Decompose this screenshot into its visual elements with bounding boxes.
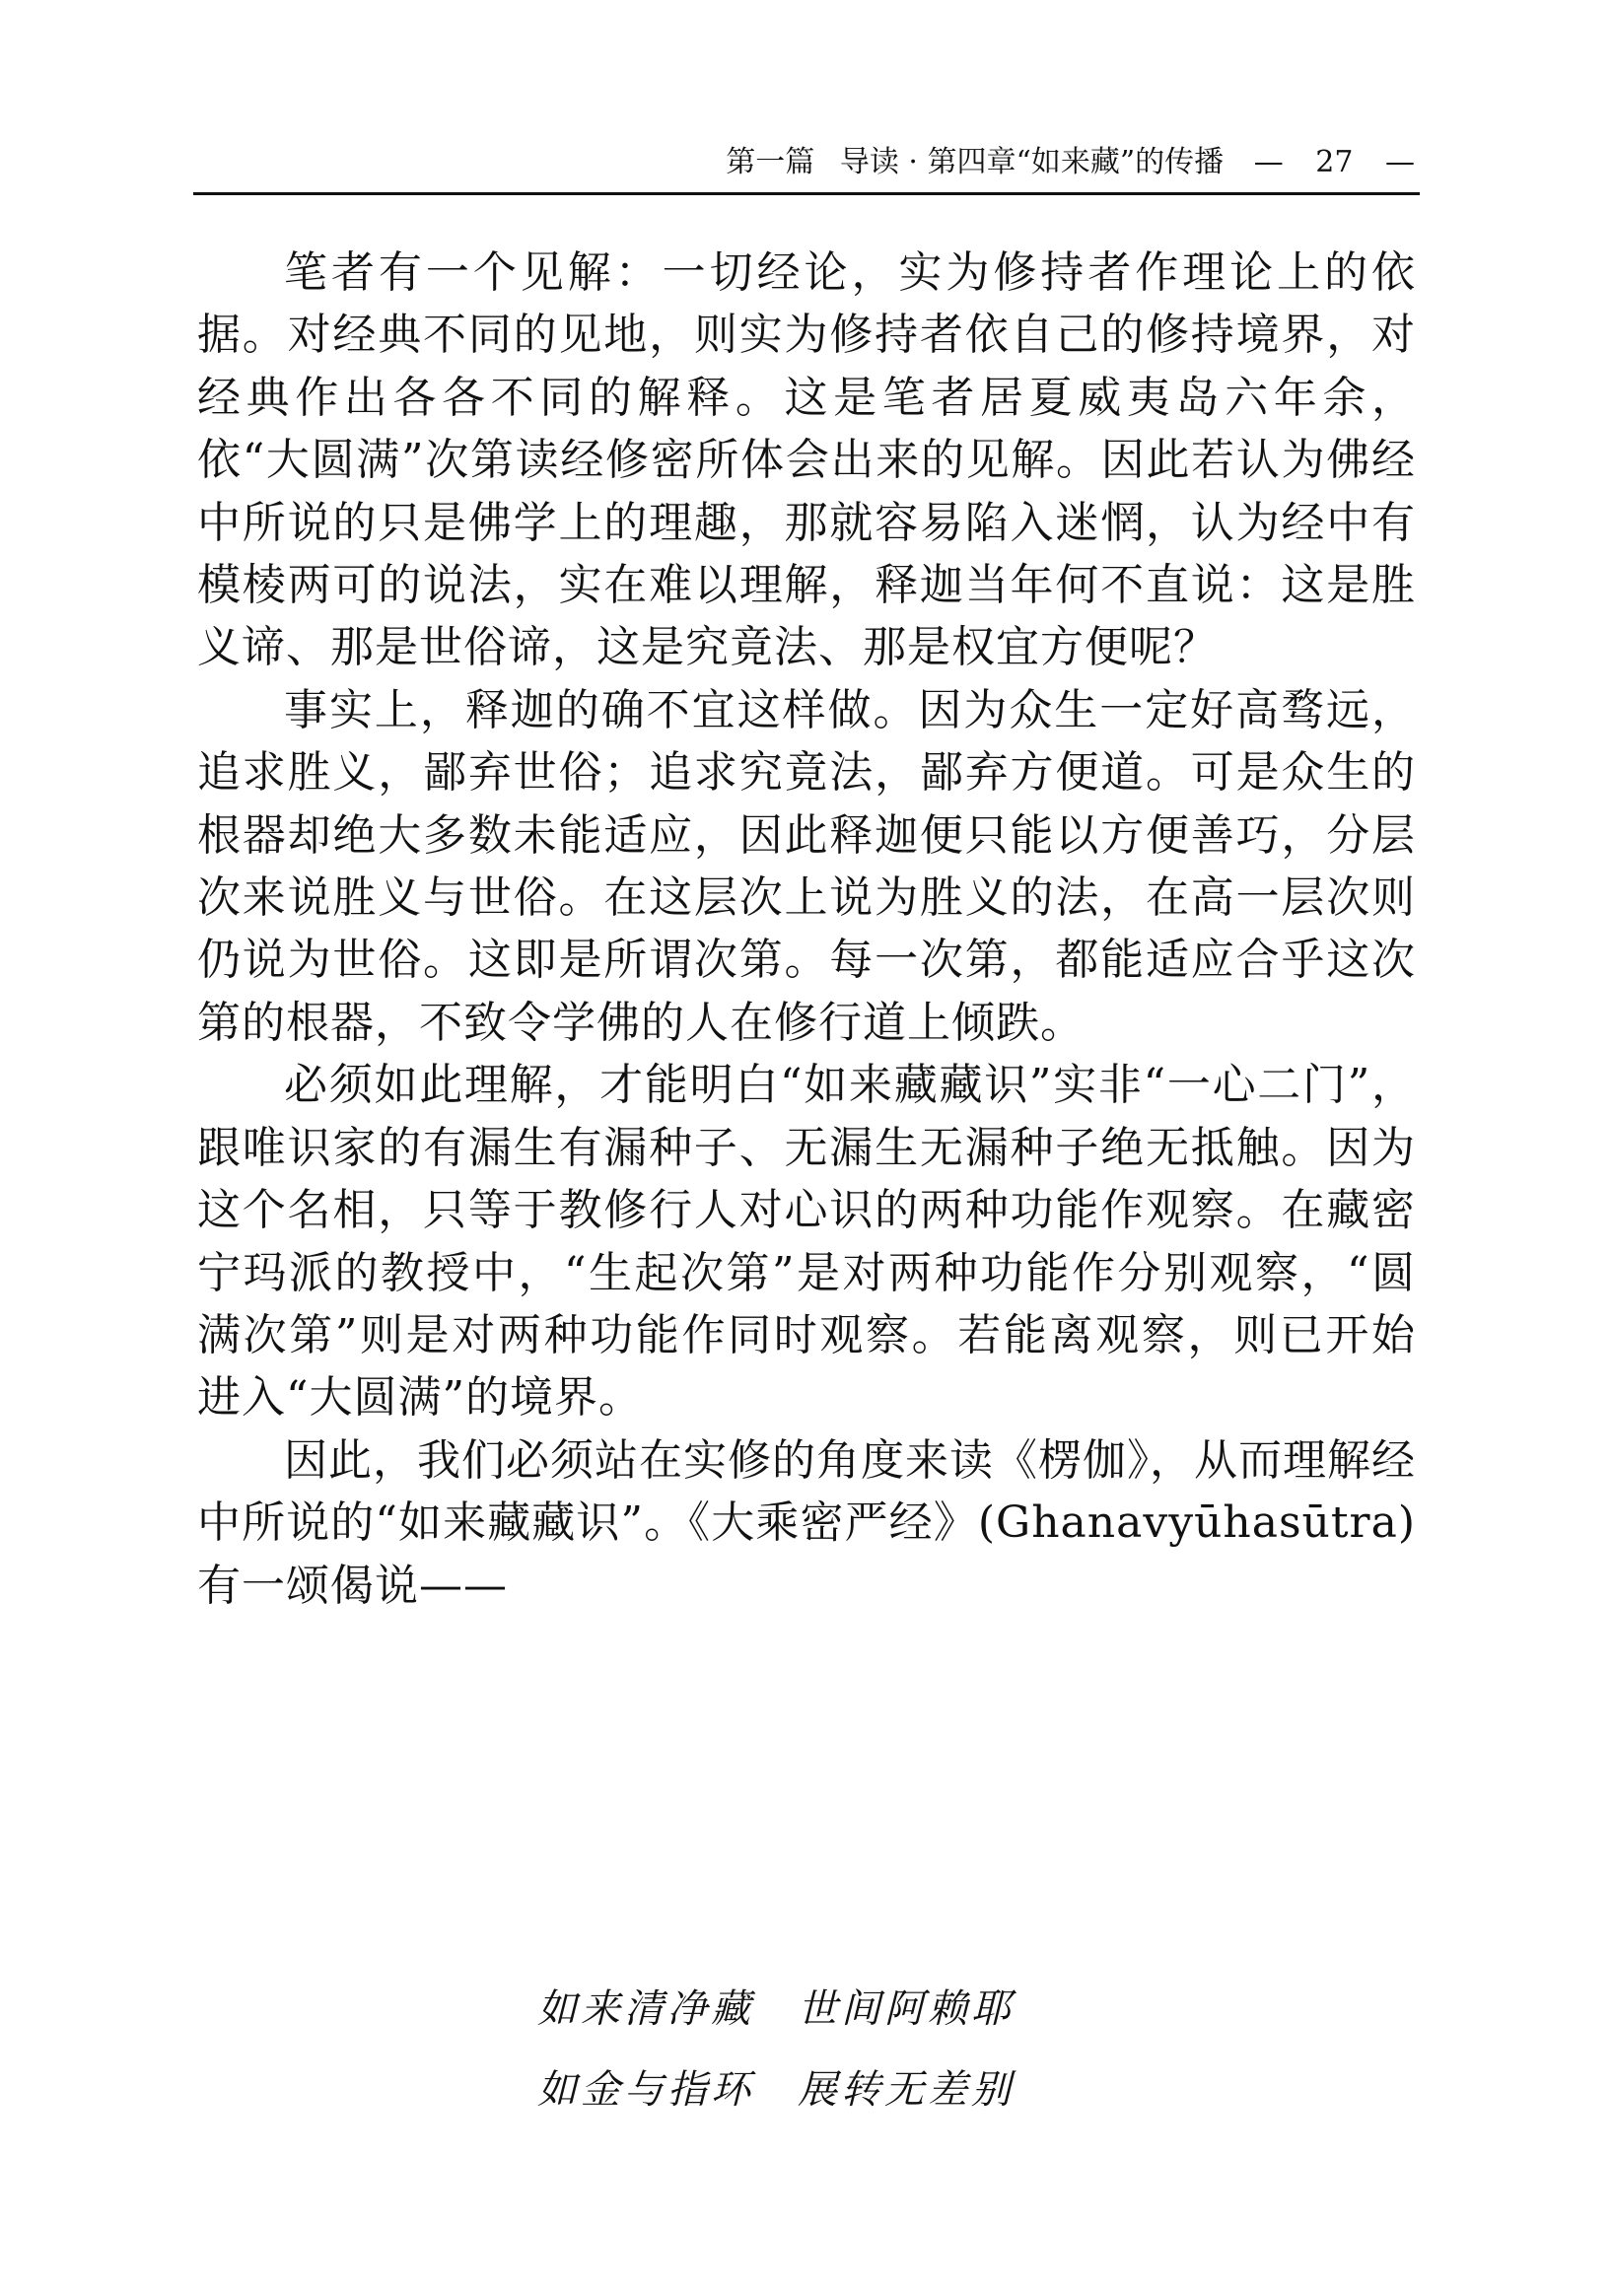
verse-2-right: 展转无差别	[798, 2067, 1015, 2113]
header-chapter: 第四章“如来藏”的传播	[927, 145, 1225, 179]
header-dash-right: —	[1385, 145, 1415, 179]
verse-1-right: 世间阿赖耶	[798, 1986, 1015, 2032]
header-dot: ·	[908, 145, 918, 179]
header-dash-left: —	[1253, 145, 1284, 179]
paragraph-1: 笔者有一个见解：一切经论，实为修持者作理论上的依据。对经典不同的见地，则实为修持者依自己的修持境界，对经典作出各各不同的解释。这是笔者居夏威夷岛六年余，依“大圆满”次第读经修密所体会出来的见解。因此若认为佛经中所说的只是佛学上的理趣，那就容易陷入迷惘，认为经中有模棱两可的说法，实在难以理解，释迦当年何不直说：这是胜义谛、那是世俗谛，这是究竟法、那是权宜方便呢？	[197, 247, 1416, 673]
verse-2-left: 如金与指环	[537, 2067, 754, 2113]
body-text	[197, 242, 1416, 1617]
header-rule	[193, 192, 1420, 195]
paragraph-4: 因此，我们必须站在实修的角度来读《楞伽》，从而理解经中所说的“如来藏藏识”。《大乘密严经》(Ghanavyūhasūtra)有一颂偈说——	[197, 1434, 1416, 1611]
running-head	[603, 138, 1420, 187]
page-number: 27	[1315, 145, 1354, 179]
paragraph-3: 必须如此理解，才能明白“如来藏藏识”实非“一心二门”，跟唯识家的有漏生有漏种子、无漏生无漏种子绝无抵触。因为这个名相，只等于教修行人对心识的两种功能作观察。在藏密宁玛派的教授中，“生起次第”是对两种功能作分别观察，“圆满次第”则是对两种功能作同时观察。若能离观察，则已开始进入“大圆满”的境界。	[197, 1060, 1416, 1424]
header-section: 导读	[839, 145, 899, 179]
verse-line-1	[537, 1980, 1089, 2039]
header-part: 第一篇	[726, 145, 815, 179]
verse-1-left: 如来清净藏	[537, 1986, 754, 2032]
verse-line-2	[537, 2060, 1089, 2120]
paragraph-2: 事实上，释迦的确不宜这样做。因为众生一定好高骛远，追求胜义，鄙弃世俗；追求究竟法，鄙弃方便道。可是众生的根器却绝大多数未能适应，因此释迦便只能以方便善巧，分层次来说胜义与世俗。在这层次上说为胜义的法，在高一层次则仍说为世俗。这即是所谓次第。每一次第，都能适应合乎这次第的根器，不致令学佛的人在修行道上倾跌。	[197, 684, 1416, 1048]
